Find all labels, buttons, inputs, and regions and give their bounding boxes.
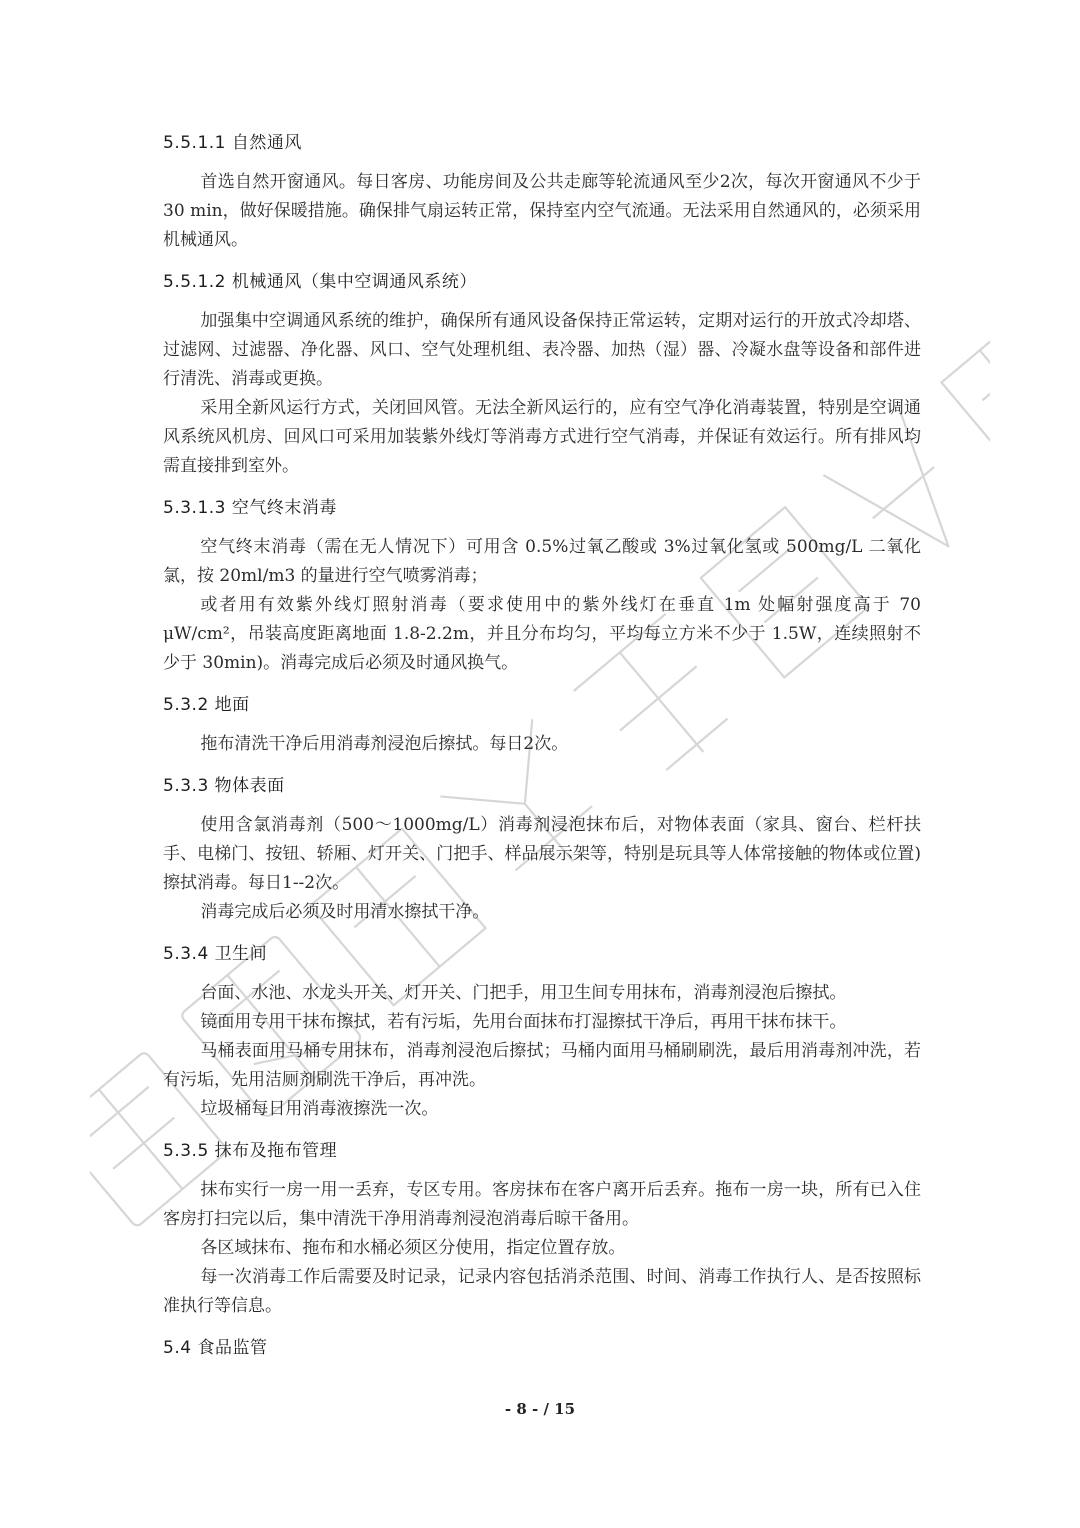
paragraph: 垃圾桶每日用消毒液擦洗一次。 [200, 1099, 439, 1119]
section-heading: 5.5.1.2 机械通风（集中空调通风系统） [163, 272, 477, 292]
section-heading: 5.3.1.3 空气终末消毒 [163, 498, 337, 518]
paragraph: 加强集中空调通风系统的维护，确保所有通风设备保持正常运转，定期对运行的开放式冷却塔、过滤网、过滤器、净化器、风口、空气处理机组、表冷器、加热（湿）器、冷凝水盘等设备和部件进行清洗、消毒或更换。 [163, 311, 921, 389]
paragraph: 空气终末消毒（需在无人情况下）可用含 0.5%过氧乙酸或 3%过氧化氢或 500mg/L 二氧化氯，按 20ml/m3 的量进行空气喷雾消毒； [163, 537, 921, 586]
paragraph: 抹布实行一房一用一丢弃，专区专用。客房抹布在客户离开后丢弃。拖布一房一块，所有已入住客房打扫完以后，集中清洗干净用消毒剂浸泡消毒后晾干备用。 [163, 1180, 921, 1229]
section-heading: 5.3.4 卫生间 [163, 944, 268, 964]
paragraph: 或者用有效紫外线灯照射消毒（要求使用中的紫外线灯在垂直 1m 处幅射强度高于 70 μW/cm²，吊装高度距离地面 1.8-2.2m，并且分布均匀，平均每立方米不少于 1.5W，连续照射不少于 30min)。消毒完成后必须及时通风换气。 [163, 595, 921, 673]
section-heading: 5.3.2 地面 [163, 695, 250, 715]
section-5-4 [163, 1333, 921, 1363]
section-5-3-1-3 [163, 493, 921, 678]
paragraph: 每一次消毒工作后需要及时记录，记录内容包括消杀范围、时间、消毒工作执行人、是否按照标准执行等信息。 [163, 1267, 921, 1316]
section-5-3-2 [163, 690, 921, 759]
section-5-5-1-1 [163, 128, 921, 255]
section-5-5-1-2 [163, 267, 921, 481]
section-heading: 5.4 食品监管 [163, 1338, 268, 1358]
paragraph: 首选自然开窗通风。每日客房、功能房间及公共走廊等轮流通风至少2次，每次开窗通风不少于30 min，做好保暖措施。确保排气扇运转正常，保持室内空气流通。无法采用自然通风的，必须采用机械通风。 [163, 172, 921, 250]
section-5-3-4 [163, 939, 921, 1124]
paragraph: 采用全新风运行方式，关闭回风管。无法全新风运行的，应有空气净化消毒装置，特别是空调通风系统风机房、回风口可采用加装紫外线灯等消毒方式进行空气消毒，并保证有效运行。所有排风均需直接排到室外。 [163, 398, 921, 476]
paragraph: 拖布清洗干净后用消毒剂浸泡后擦拭。每日2次。 [200, 734, 569, 754]
section-heading: 5.3.3 物体表面 [163, 776, 285, 796]
paragraph: 镜面用专用干抹布擦拭，若有污垢，先用台面抹布打湿擦拭干净后，再用干抹布抹干。 [200, 1012, 847, 1032]
section-heading: 5.5.1.1 自然通风 [163, 133, 302, 153]
section-5-3-5 [163, 1136, 921, 1321]
paragraph: 消毒完成后必须及时用清水擦拭干净。 [200, 902, 490, 922]
section-5-3-3 [163, 771, 921, 927]
section-heading: 5.3.5 抹布及拖布管理 [163, 1141, 338, 1161]
page-number: - 8 - / 15 [504, 1400, 576, 1418]
paragraph: 各区域抹布、拖布和水桶必须区分使用，指定位置存放。 [200, 1238, 626, 1258]
paragraph: 使用含氯消毒剂（500～1000mg/L）消毒剂浸泡抹布后，对物体表面（家具、窗台、栏杆扶手、电梯门、按钮、轿厢、灯开关、门把手、样品展示架等，特别是玩具等人体常接触的物体或位置)擦拭消毒。每日1--2次。 [163, 815, 921, 893]
document-body [163, 128, 921, 1375]
paragraph: 台面、水池、水龙头开关、灯开关、门把手，用卫生间专用抹布，消毒剂浸泡后擦拭。 [200, 983, 847, 1003]
paragraph: 马桶表面用马桶专用抹布，消毒剂浸泡后擦拭；马桶内面用马桶刷刷洗，最后用消毒剂冲洗，若有污垢，先用洁厕剂刷洗干净后，再冲洗。 [163, 1041, 921, 1090]
